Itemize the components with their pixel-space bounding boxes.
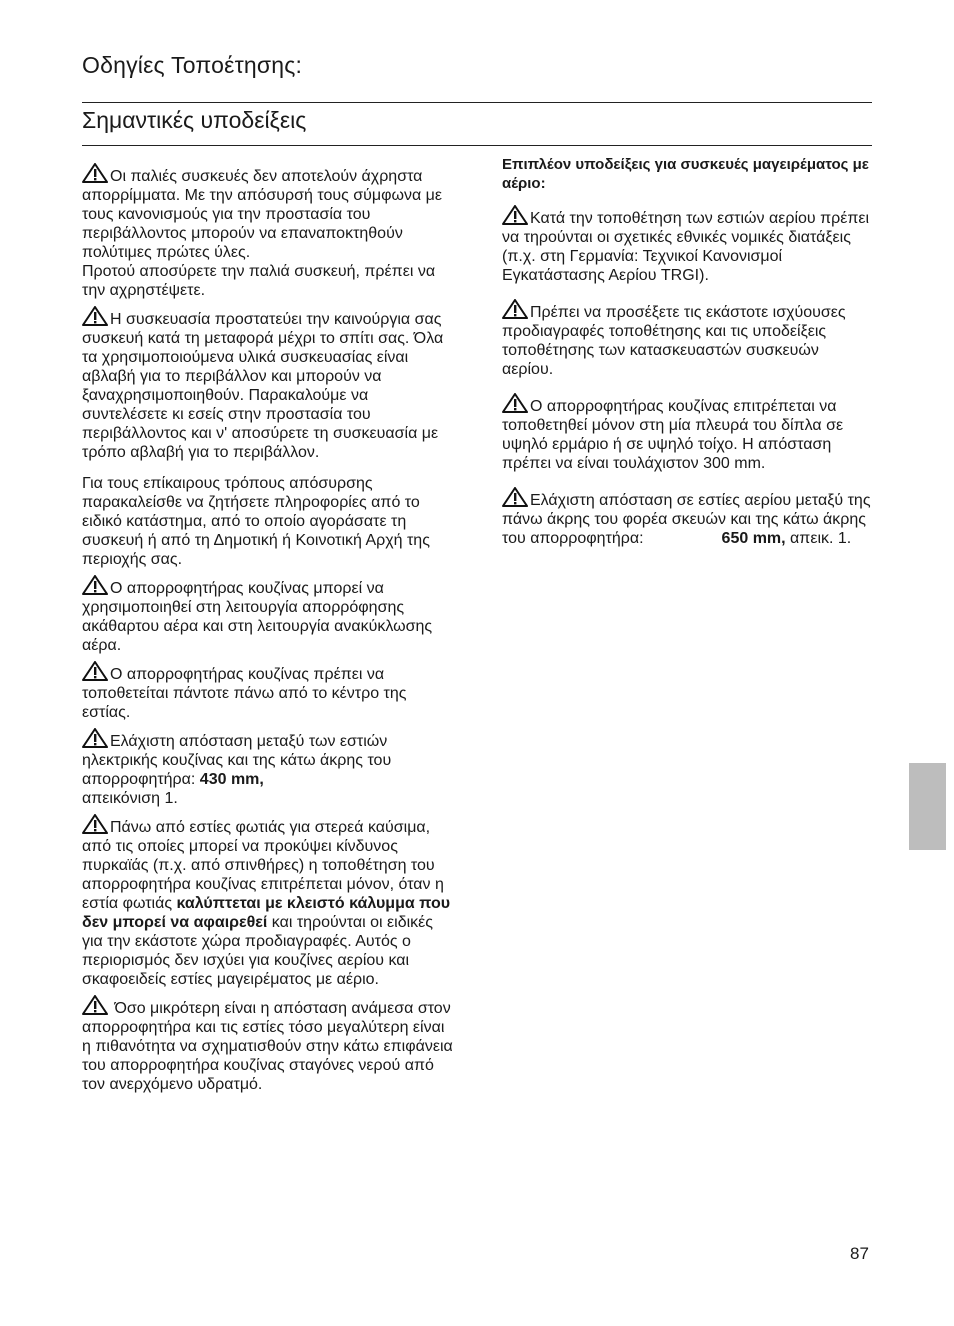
warning-triangle-icon: [82, 306, 108, 326]
paragraph-solid-fuel: [82, 814, 454, 989]
paragraph-text: Πάνω από εστίες φωτιάς για στερεά καύσιμα, από τις οποίες μπορεί να προκύψει κίνδυνος πυρκαϊάς (π.χ. από σπινθήρες) η τοποθέτηση του απορροφητήρα κουζίνας επιτρέπεται μόνον, όταν η εστία φωτιάς: [82, 819, 444, 912]
paragraph-manufacturer-specs: [502, 299, 874, 379]
paragraph-text: Για τους επίκαιρους τρόπους απόσυρσης παρακαλείσθε να ζητήσετε πληροφορίες από το ειδικό κατάστημα, από το οποίο αγοράσατε τη συσκευή ή από τη Δημοτική ή Κοινοτική Αρχή της περιοχής σας.: [82, 475, 430, 568]
paragraph-text: Ο απορροφητήρας κουζίνας επιτρέπεται να τοποθετηθεί μόνον στη μία πλευρά του δίπλα σε υψηλό ερμάριο ή σε υψηλό τοίχο. Η απόσταση πρέπει να είναι τουλάχιστον 300 mm.: [502, 398, 844, 472]
warning-triangle-icon: [82, 814, 108, 834]
paragraph-condensation: [82, 995, 454, 1094]
paragraph-text: Ελάχιστη απόσταση μεταξύ των εστιών ηλεκτρικής κουζίνας και της κάτω άκρης του απορροφητήρα:: [82, 733, 392, 788]
warning-triangle-icon: [502, 299, 528, 319]
warning-triangle-icon: [82, 728, 108, 748]
paragraph-text: Όσο μικρότερη είναι η απόσταση ανάμεσα στον απορροφητήρα και τις εστίες τόσο μεγαλύτερη είναι η πιθανότητα να σχηματισθούν στην κάτω επιφάνεια του απορροφητήρα κουζίνας σταγόνες νερού από τον ανερχόμενο υδρατμό.: [82, 1000, 453, 1093]
distance-value: 430 mm,: [199, 771, 264, 788]
paragraph-text: Ο απορροφητήρας κουζίνας πρέπει να τοποθετείται πάντοτε πάνω από το κέντρο της εστίας.: [82, 666, 407, 721]
page-title: Οδηγίες Τοποέτησης:: [82, 52, 303, 78]
warning-triangle-icon: [82, 661, 108, 681]
paragraph-disposal-info: [82, 474, 454, 569]
section-tab-marker: [909, 763, 946, 850]
paragraph-text: απεικόνιση 1.: [82, 790, 178, 807]
warning-triangle-icon: [502, 393, 528, 413]
paragraph-text: Ο απορροφητήρας κουζίνας μπορεί να χρησιμοποιηθεί στη λειτουργία απορρόφησης ακάθαρτου αέρα και στη λειτουργία ανακύκλωσης αέρα.: [82, 580, 433, 654]
paragraph-text: Ελάχιστη απόσταση σε εστίες αερίου μεταξύ της πάνω άκρης του φορέα σκευών και της κάτω άκρης του απορροφητήρα:: [502, 492, 871, 547]
warning-triangle-icon: [82, 575, 108, 595]
paragraph-text: Προτού αποσύρετε την παλιά συσκευή, πρέπει να την αχρηστέψετε.: [82, 263, 436, 299]
paragraph-disposal: [82, 163, 454, 300]
paragraph-text: Οι παλιές συσκευές δεν αποτελούν άχρηστα απορρίμματα. Με την απόσυρσή τους σύμφωνα με τους κανονισμούς για την προστασία του περιβάλλοντος μπορούν να επαναποκτηθούν πολύτιμες πρώτες ύλες.: [82, 168, 442, 261]
section-divider: [82, 145, 872, 146]
paragraph-text: Κατά την τοποθέτηση των εστιών αερίου πρέπει να τηρούνται οι σχετικές εθνικές νομικές διατάξεις (π.χ. στη Γερμανία: Τεχνικοί Κανονισμοί Εγκατάστασης Αερίου TRGI).: [502, 210, 870, 284]
paragraph-packaging: [82, 306, 454, 462]
paragraph-gas-regulations: [502, 205, 874, 285]
distance-value: 650 mm,: [721, 530, 786, 547]
page-number: 87: [850, 1244, 869, 1263]
paragraph-gas-distance: [502, 487, 874, 548]
left-column: [82, 163, 454, 1100]
paragraph-operating-modes: [82, 575, 454, 655]
paragraph-text: Η συσκευασία προστατεύει την καινούργια σας συσκευή κατά τη μεταφορά μέχρι το σπίτι σας. Όλα τα χρησιμοποιούμενα υλικά συσκευασίας είναι αβλαβή για το περιβάλλον και μπορούν να ξαναχρησιμοποιηθούν. Παρακαλούμε να συντελέσετε κι εσείς στην προστασία του περιβάλλοντος και ν' αποσύρετε τη συσκευασία με τρόπο αβλαβή για το περιβάλλον.: [82, 311, 444, 461]
right-column: [502, 155, 874, 562]
emphasis-text: καλύπτεται με κλειστό κάλυμμα που δεν μπορεί να αφαιρεθεί: [82, 895, 451, 931]
paragraph-text: και τηρούνται οι ειδικές για την εκάστοτε χώρα προδιαγραφές. Αυτός ο περιορισμός δεν ισχύει για κουζίνες αερίου και σκαφοειδείς εστίες μαγειρέματος με αέριο.: [82, 914, 434, 988]
paragraph-text: Πρέπει να προσέξετε τις εκάστοτε ισχύουσες προδιαγραφές τοποθέτησης και τις υποδείξεις τοποθέτησης των κατασκευαστών συσκευών αερίου.: [502, 304, 846, 378]
paragraph-side-cabinet: [502, 393, 874, 473]
title-divider: [82, 102, 872, 103]
paragraph-centering: [82, 661, 454, 722]
warning-triangle-icon: [502, 205, 528, 225]
section-title: Σημαντικές υποδείξεις: [82, 107, 307, 133]
warning-triangle-icon: [502, 487, 528, 507]
gas-appliances-heading: Επιπλέον υποδείξεις για συσκευές μαγειρέματος με αέριο:: [502, 156, 869, 192]
paragraph-electric-distance: [82, 728, 454, 808]
warning-triangle-icon: [82, 995, 108, 1015]
paragraph-text: απεικ. 1.: [785, 530, 852, 547]
warning-triangle-icon: [82, 163, 108, 183]
